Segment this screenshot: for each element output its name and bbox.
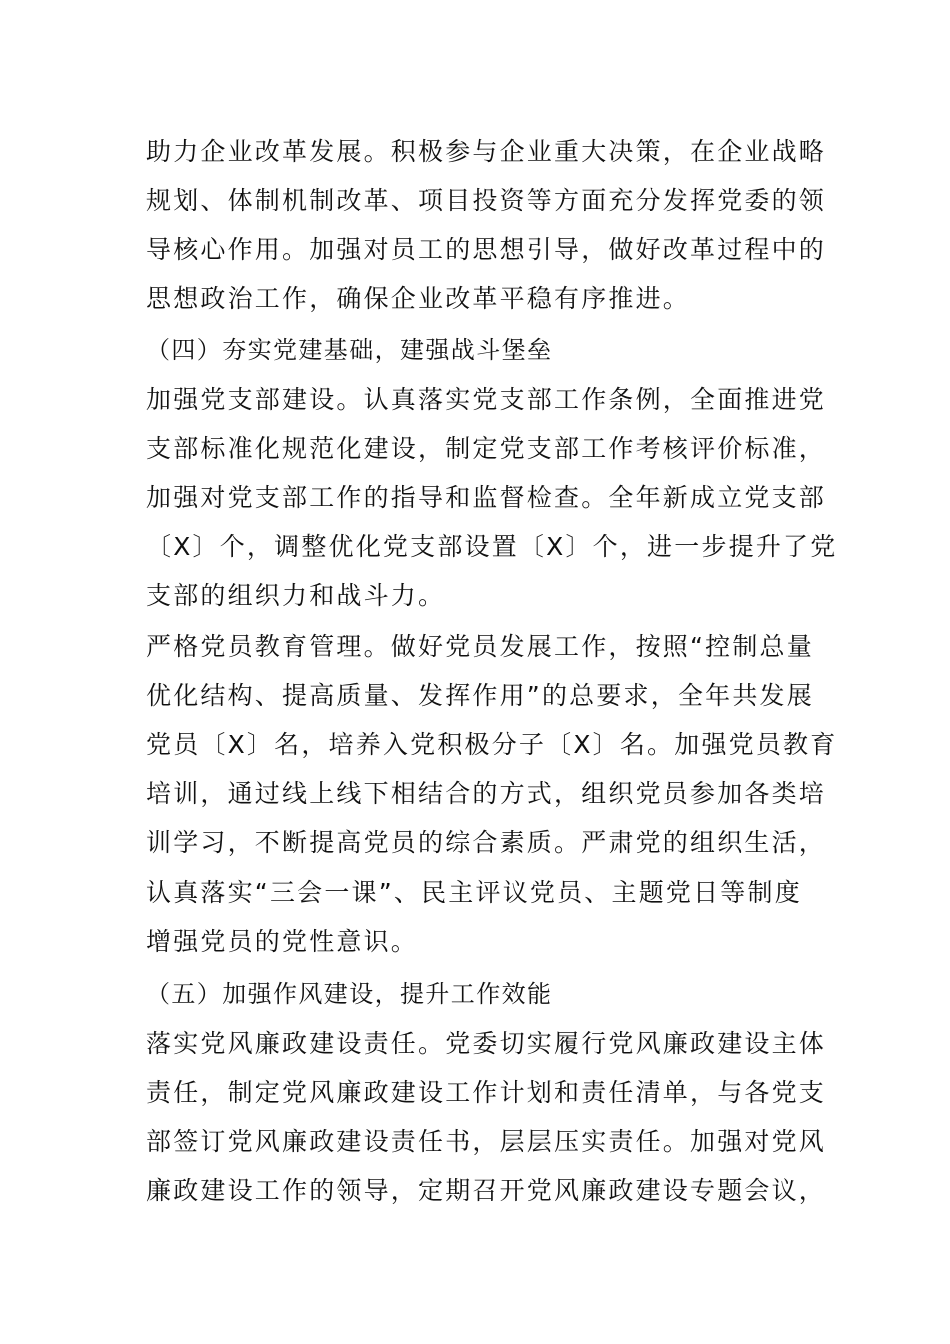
paragraph-line: 加强党支部建设。认真落实党支部工作条例，全面推进党 [146,385,827,414]
paragraph-line: 落实党风廉政建设责任。党委切实履行党风廉政建设主体 [146,1029,827,1058]
paragraph-line: 严格党员教育管理。做好党员发展工作，按照“控制总量 [146,632,814,661]
paragraph-line: 思想政治工作，确保企业改革平稳有序推进。 [146,284,691,313]
paragraph-line: 部签订党风廉政建设责任书，层层压实责任。加强对党风 [146,1127,827,1156]
paragraph-line: 廉政建设工作的领导，定期召开党风廉政建设专题会议， [146,1176,827,1205]
paragraph-line: 训学习，不断提高党员的综合素质。严肃党的组织生活， [146,828,827,857]
paragraph-line: 党员〔X〕名，培养入党积极分子〔X〕名。加强党员教育 [146,730,838,759]
paragraph-line: 支部的组织力和战斗力。 [146,581,446,610]
paragraph-line: 增强党员的党性意识。 [146,927,419,956]
paragraph-line: 培训，通过线上线下相结合的方式，组织党员参加各类培 [146,779,827,808]
section-heading-five: （五）加强作风建设，提升工作效能 [146,980,553,1008]
paragraph-line: 责任，制定党风廉政建设工作计划和责任清单，与各党支 [146,1078,827,1107]
paragraph-line: 优化结构、提高质量、发挥作用”的总要求，全年共发展 [146,681,814,710]
paragraph-line: 支部标准化规范化建设，制定党支部工作考核评价标准， [146,434,827,463]
paragraph-line: 导核心作用。加强对员工的思想引导，做好改革过程中的 [146,235,827,264]
paragraph-line: 加强对党支部工作的指导和监督检查。全年新成立党支部 [146,483,827,512]
paragraph-line: 〔X〕个，调整优化党支部设置〔X〕个，进一步提升了党 [146,532,838,561]
paragraph-line: 规划、体制机制改革、项目投资等方面充分发挥党委的领 [146,186,827,215]
section-heading-four: （四）夯实党建基础，建强战斗堡垒 [146,336,553,364]
paragraph-line: 助力企业改革发展。积极参与企业重大决策，在企业战略 [146,137,827,166]
paragraph-line: 认真落实“三会一课”、民主评议党员、主题党日等制度 [146,878,802,907]
